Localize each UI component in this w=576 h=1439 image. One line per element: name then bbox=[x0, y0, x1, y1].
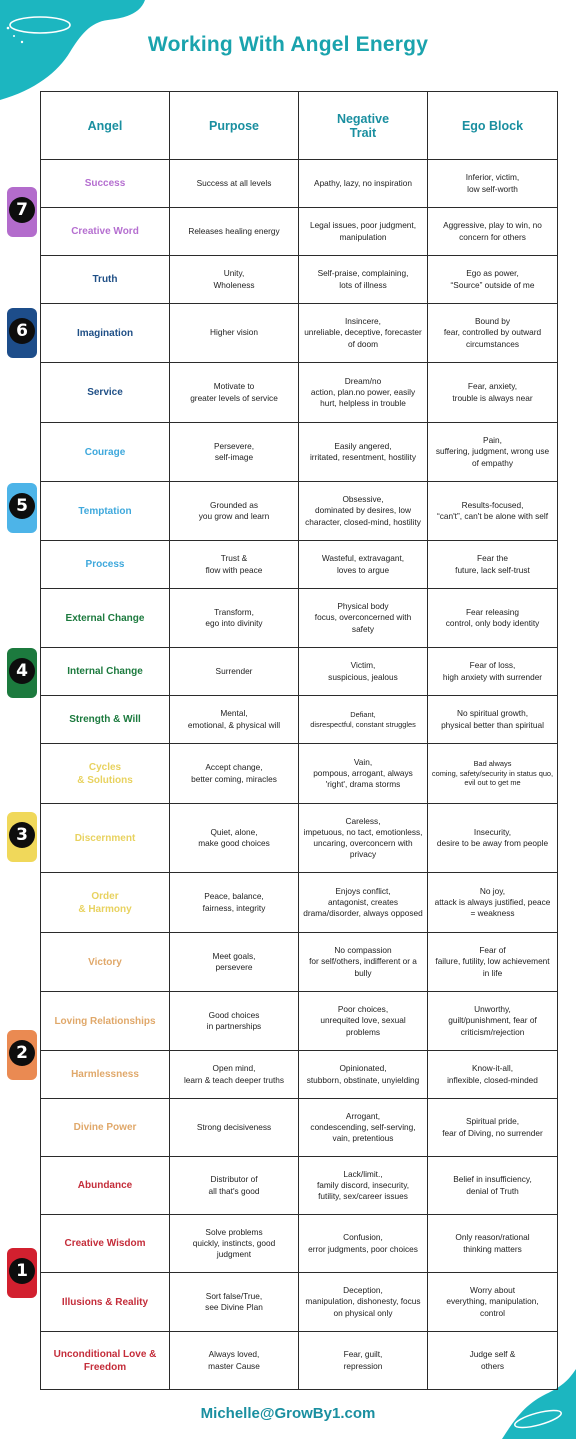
ego-block-cell: Results-focused, “can't”, can't be alone with self bbox=[428, 482, 558, 541]
ego-block-cell: Inferior, victim, low self-worth bbox=[428, 160, 558, 208]
ego-block-cell: Fear of failure, futility, low achievement in life bbox=[428, 933, 558, 992]
negative-trait-cell: Dream/no action, plan.no power, easily hurt, helpless in trouble bbox=[299, 363, 428, 423]
negative-trait-cell: Deception, manipulation, dishonesty, focus on physical only bbox=[299, 1273, 428, 1332]
level-number: 2 bbox=[9, 1040, 35, 1066]
ego-block-cell: Fear releasing control, only body identity bbox=[428, 589, 558, 648]
purpose-cell: Transform, ego into divinity bbox=[170, 589, 299, 648]
negative-trait-cell: Lack/limit., family discord, insecurity, futility, sex/career issues bbox=[299, 1157, 428, 1215]
negative-trait-cell: Vain, pompous, arrogant, always 'right', drama storms bbox=[299, 744, 428, 804]
angel-name-cell: Internal Change bbox=[41, 648, 170, 696]
contact-email: Michelle@GrowBy1.com bbox=[200, 1405, 376, 1422]
purpose-cell: Meet goals, persevere bbox=[170, 933, 299, 992]
table-row bbox=[41, 1215, 558, 1273]
ego-block-cell: No joy, attack is always justified, peace = weakness bbox=[428, 873, 558, 933]
negative-trait-cell: No compassion for self/others, indifferent or a bully bbox=[299, 933, 428, 992]
header-ego-block: Ego Block bbox=[428, 92, 558, 160]
negative-trait-cell: Careless, impetuous, no tact, emotionless, uncaring, overconcern with privacy bbox=[299, 804, 428, 873]
purpose-cell: Mental, emotional, & physical will bbox=[170, 696, 299, 744]
negative-trait-cell: Wasteful, extravagant, loves to argue bbox=[299, 541, 428, 589]
angel-name-cell: Truth bbox=[41, 256, 170, 304]
table-row bbox=[41, 1099, 558, 1157]
header-purpose: Purpose bbox=[170, 92, 299, 160]
level-badge bbox=[7, 1030, 37, 1080]
ego-block-cell: Worry about everything, manipulation, control bbox=[428, 1273, 558, 1332]
level-number: 5 bbox=[9, 493, 35, 519]
purpose-cell: Good choices in partnerships bbox=[170, 992, 299, 1051]
angel-name-cell: Abundance bbox=[41, 1157, 170, 1215]
negative-trait-cell: Physical body focus, overconcerned with safety bbox=[299, 589, 428, 648]
level-badge bbox=[7, 187, 37, 237]
ego-block-cell: Bound by fear, controlled by outward circumstances bbox=[428, 304, 558, 363]
negative-trait-cell: Obsessive, dominated by desires, low character, closed-mind, hostility bbox=[299, 482, 428, 541]
level-badge bbox=[7, 1248, 37, 1298]
level-badge bbox=[7, 308, 37, 358]
table-row bbox=[41, 423, 558, 482]
ego-block-cell: Insecurity, desire to be away from people bbox=[428, 804, 558, 873]
level-number: 6 bbox=[9, 318, 35, 344]
angel-name-cell: Creative Word bbox=[41, 208, 170, 256]
purpose-cell: Higher vision bbox=[170, 304, 299, 363]
purpose-cell: Quiet, alone, make good choices bbox=[170, 804, 299, 873]
angel-name-cell: External Change bbox=[41, 589, 170, 648]
table-row bbox=[41, 744, 558, 804]
ego-block-cell: Fear, anxiety, trouble is always near bbox=[428, 363, 558, 423]
angel-name-cell: Loving Relationships bbox=[41, 992, 170, 1051]
angel-name-cell: Imagination bbox=[41, 304, 170, 363]
table-row bbox=[41, 208, 558, 256]
ego-block-cell: Spiritual pride, fear of Diving, no surrender bbox=[428, 1099, 558, 1157]
purpose-cell: Strong decisiveness bbox=[170, 1099, 299, 1157]
angel-energy-table bbox=[40, 91, 558, 1390]
negative-trait-cell: Confusion, error judgments, poor choices bbox=[299, 1215, 428, 1273]
purpose-cell: Unity, Wholeness bbox=[170, 256, 299, 304]
header-angel: Angel bbox=[41, 92, 170, 160]
level-badge bbox=[7, 812, 37, 862]
table-row bbox=[41, 648, 558, 696]
negative-trait-cell: Opinionated, stubborn, obstinate, unyielding bbox=[299, 1051, 428, 1099]
negative-trait-cell: Insincere, unreliable, deceptive, forecaster of doom bbox=[299, 304, 428, 363]
ego-block-cell: Bad always coming, safety/security in status quo, evil out to get me bbox=[428, 744, 558, 804]
level-badge bbox=[7, 648, 37, 698]
angel-name-cell: Success bbox=[41, 160, 170, 208]
ego-block-cell: Pain, suffering, judgment, wrong use of empathy bbox=[428, 423, 558, 482]
table-row bbox=[41, 696, 558, 744]
level-number: 3 bbox=[9, 822, 35, 848]
angel-name-cell: Victory bbox=[41, 933, 170, 992]
angel-name-cell: Process bbox=[41, 541, 170, 589]
negative-trait-cell: Victim, suspicious, jealous bbox=[299, 648, 428, 696]
purpose-cell: Always loved, master Cause bbox=[170, 1332, 299, 1390]
ego-block-cell: Fear of loss, high anxiety with surrender bbox=[428, 648, 558, 696]
negative-trait-cell: Apathy, lazy, no inspiration bbox=[299, 160, 428, 208]
negative-trait-cell: Arrogant, condescending, self-serving, vain, pretentious bbox=[299, 1099, 428, 1157]
header-row bbox=[41, 92, 558, 160]
table-row bbox=[41, 482, 558, 541]
table-row bbox=[41, 1332, 558, 1390]
purpose-cell: Surrender bbox=[170, 648, 299, 696]
negative-trait-cell: Poor choices, unrequited love, sexual problems bbox=[299, 992, 428, 1051]
table-row bbox=[41, 1051, 558, 1099]
negative-trait-cell: Fear, guilt, repression bbox=[299, 1332, 428, 1390]
negative-trait-cell: Self-praise, complaining, lots of illness bbox=[299, 256, 428, 304]
ego-block-cell: Fear the future, lack self-trust bbox=[428, 541, 558, 589]
table-row bbox=[41, 589, 558, 648]
page-title: Working With Angel Energy bbox=[147, 33, 429, 56]
purpose-cell: Solve problems quickly, instincts, good judgment bbox=[170, 1215, 299, 1273]
table-row bbox=[41, 1157, 558, 1215]
table-row bbox=[41, 933, 558, 992]
ego-block-cell: Know-it-all, inflexible, closed-minded bbox=[428, 1051, 558, 1099]
table-row bbox=[41, 1273, 558, 1332]
level-number: 4 bbox=[9, 658, 35, 684]
purpose-cell: Sort false/True, see Divine Plan bbox=[170, 1273, 299, 1332]
angel-name-cell: Cycles & Solutions bbox=[41, 744, 170, 804]
ego-block-cell: Ego as power, “Source” outside of me bbox=[428, 256, 558, 304]
negative-trait-cell: Defiant, disrespectful, constant struggles bbox=[299, 696, 428, 744]
level-badge bbox=[7, 483, 37, 533]
purpose-cell: Distributor of all that's good bbox=[170, 1157, 299, 1215]
ego-block-cell: Aggressive, play to win, no concern for others bbox=[428, 208, 558, 256]
table-row bbox=[41, 304, 558, 363]
purpose-cell: Open mind, learn & teach deeper truths bbox=[170, 1051, 299, 1099]
angel-name-cell: Order & Harmony bbox=[41, 873, 170, 933]
purpose-cell: Peace, balance, fairness, integrity bbox=[170, 873, 299, 933]
purpose-cell: Success at all levels bbox=[170, 160, 299, 208]
angel-name-cell: Illusions & Reality bbox=[41, 1273, 170, 1332]
ego-block-cell: No spiritual growth, physical better than spiritual bbox=[428, 696, 558, 744]
level-number: 1 bbox=[9, 1258, 35, 1284]
level-number: 7 bbox=[9, 197, 35, 223]
table-row bbox=[41, 804, 558, 873]
header-negative-trait: Negative Trait bbox=[299, 92, 428, 160]
angel-name-cell: Strength & Will bbox=[41, 696, 170, 744]
angel-name-cell: Courage bbox=[41, 423, 170, 482]
table-row bbox=[41, 873, 558, 933]
ego-block-cell: Unworthy, guilt/punishment, fear of criticism/rejection bbox=[428, 992, 558, 1051]
table-row bbox=[41, 363, 558, 423]
purpose-cell: Persevere, self-image bbox=[170, 423, 299, 482]
negative-trait-cell: Easily angered, irritated, resentment, hostility bbox=[299, 423, 428, 482]
angel-name-cell: Service bbox=[41, 363, 170, 423]
negative-trait-cell: Legal issues, poor judgment, manipulation bbox=[299, 208, 428, 256]
table-row bbox=[41, 992, 558, 1051]
ego-block-cell: Belief in insufficiency, denial of Truth bbox=[428, 1157, 558, 1215]
ego-block-cell: Only reason/rational thinking matters bbox=[428, 1215, 558, 1273]
angel-name-cell: Harmlessness bbox=[41, 1051, 170, 1099]
angel-name-cell: Divine Power bbox=[41, 1099, 170, 1157]
purpose-cell: Grounded as you grow and learn bbox=[170, 482, 299, 541]
angel-name-cell: Unconditional Love & Freedom bbox=[41, 1332, 170, 1390]
purpose-cell: Accept change, better coming, miracles bbox=[170, 744, 299, 804]
purpose-cell: Motivate to greater levels of service bbox=[170, 363, 299, 423]
negative-trait-cell: Enjoys conflict, antagonist, creates drama/disorder, always opposed bbox=[299, 873, 428, 933]
table-row bbox=[41, 160, 558, 208]
angel-name-cell: Creative Wisdom bbox=[41, 1215, 170, 1273]
purpose-cell: Trust & flow with peace bbox=[170, 541, 299, 589]
angel-name-cell: Temptation bbox=[41, 482, 170, 541]
ego-block-cell: Judge self & others bbox=[428, 1332, 558, 1390]
table-row bbox=[41, 541, 558, 589]
table-row bbox=[41, 256, 558, 304]
purpose-cell: Releases healing energy bbox=[170, 208, 299, 256]
angel-name-cell: Discernment bbox=[41, 804, 170, 873]
